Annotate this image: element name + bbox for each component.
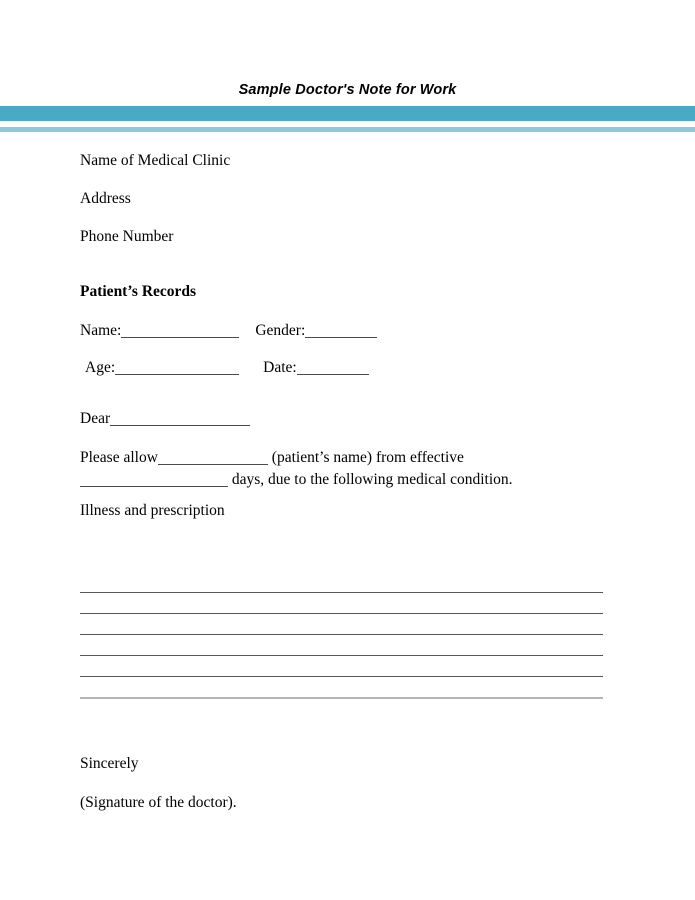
permission-text-days: days, due to the following medical condition. <box>231 471 513 489</box>
gender-label: Gender: <box>255 322 306 340</box>
salutation-row <box>80 410 620 427</box>
permission-paragraph-line-1 <box>80 449 464 466</box>
closing-block <box>80 755 620 811</box>
writing-line[interactable] <box>80 592 603 593</box>
patient-name-gender-row <box>80 322 620 339</box>
writing-line[interactable] <box>80 634 603 635</box>
writing-line[interactable] <box>80 613 603 614</box>
patient-name-input[interactable] <box>158 453 268 465</box>
permission-text-after: (patient’s name) from effective <box>271 449 464 467</box>
permission-text-before: Please allow <box>80 449 158 467</box>
date-input[interactable] <box>297 363 369 375</box>
patient-records-heading: Patient’s Records <box>80 283 197 301</box>
accent-bar-thin <box>0 127 695 132</box>
writing-line[interactable] <box>80 697 603 699</box>
clinic-name-line: Name of Medical Clinic <box>80 152 231 169</box>
writing-lines-area <box>80 592 603 699</box>
age-label: Age: <box>85 359 116 377</box>
gender-input[interactable] <box>305 326 377 338</box>
closing-sincerely: Sincerely <box>80 755 139 772</box>
accent-bar-thick <box>0 106 695 121</box>
name-input[interactable] <box>121 326 239 338</box>
signature-note: (Signature of the doctor). <box>80 794 237 812</box>
clinic-address-line: Address <box>80 190 131 208</box>
days-input[interactable] <box>80 475 228 487</box>
clinic-phone-line: Phone Number <box>80 228 174 246</box>
document-body <box>80 152 620 519</box>
date-label: Date: <box>263 359 297 377</box>
page-title: Sample Doctor's Note for Work <box>238 82 457 98</box>
patient-age-date-row <box>80 359 620 376</box>
header-divider <box>0 106 695 132</box>
permission-paragraph-line-2 <box>80 471 513 488</box>
salutation-label: Dear <box>80 410 111 428</box>
name-label: Name: <box>80 322 122 340</box>
writing-line[interactable] <box>80 676 603 677</box>
age-input[interactable] <box>115 363 239 375</box>
writing-line[interactable] <box>80 655 603 656</box>
permission-paragraph <box>80 447 620 491</box>
illness-prescription-label: Illness and prescription <box>80 502 225 520</box>
salutation-input[interactable] <box>110 414 250 426</box>
